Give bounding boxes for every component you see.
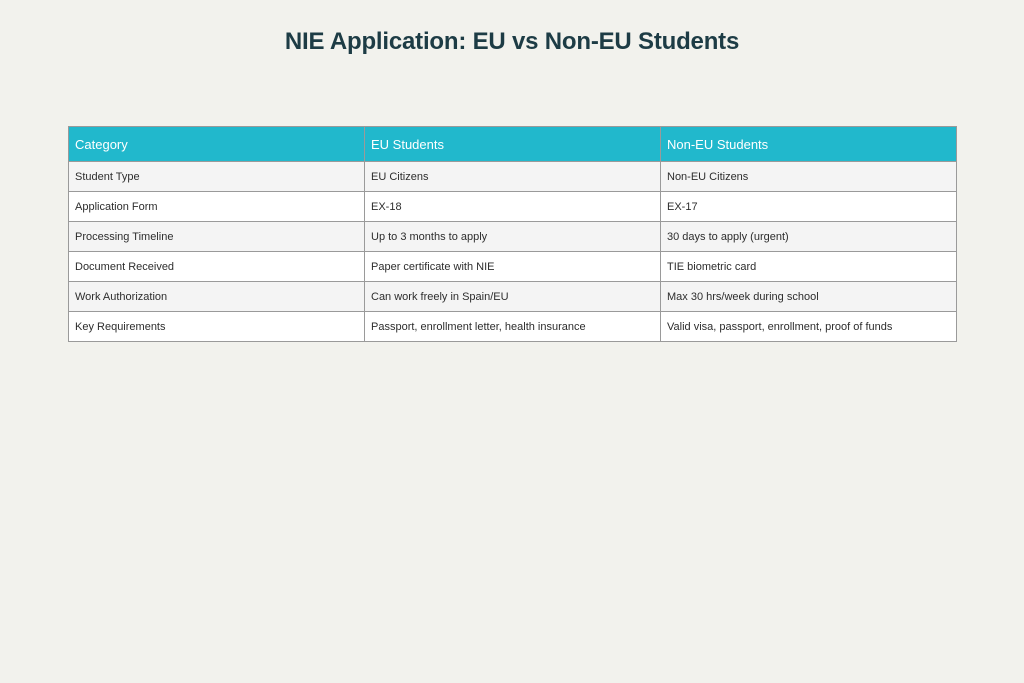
table-cell: Max 30 hrs/week during school <box>661 282 957 312</box>
table-cell: Passport, enrollment letter, health insurance <box>365 312 661 342</box>
table-cell: Student Type <box>69 162 365 192</box>
comparison-table <box>68 126 957 342</box>
table-header-row <box>69 127 957 162</box>
table-cell: Valid visa, passport, enrollment, proof of funds <box>661 312 957 342</box>
column-header-category: Category <box>69 127 365 162</box>
table-row <box>69 162 957 192</box>
table-cell: Paper certificate with NIE <box>365 252 661 282</box>
chart-title: NIE Application: EU vs Non-EU Students <box>284 28 740 55</box>
table-cell: 30 days to apply (urgent) <box>661 222 957 252</box>
table-cell: Document Received <box>69 252 365 282</box>
table-row <box>69 252 957 282</box>
table-cell: EX-17 <box>661 192 957 222</box>
table-row <box>69 312 957 342</box>
table-cell: Up to 3 months to apply <box>365 222 661 252</box>
table-cell: EU Citizens <box>365 162 661 192</box>
table-cell: EX-18 <box>365 192 661 222</box>
table-cell: Can work freely in Spain/EU <box>365 282 661 312</box>
table-cell: Non-EU Citizens <box>661 162 957 192</box>
table-cell: Processing Timeline <box>69 222 365 252</box>
table-cell: Key Requirements <box>69 312 365 342</box>
column-header-non-eu-students: Non-EU Students <box>661 127 957 162</box>
table-row <box>69 192 957 222</box>
table-row <box>69 222 957 252</box>
table-cell: TIE biometric card <box>661 252 957 282</box>
table-cell: Application Form <box>69 192 365 222</box>
column-header-eu-students: EU Students <box>365 127 661 162</box>
table-cell: Work Authorization <box>69 282 365 312</box>
table-row <box>69 282 957 312</box>
